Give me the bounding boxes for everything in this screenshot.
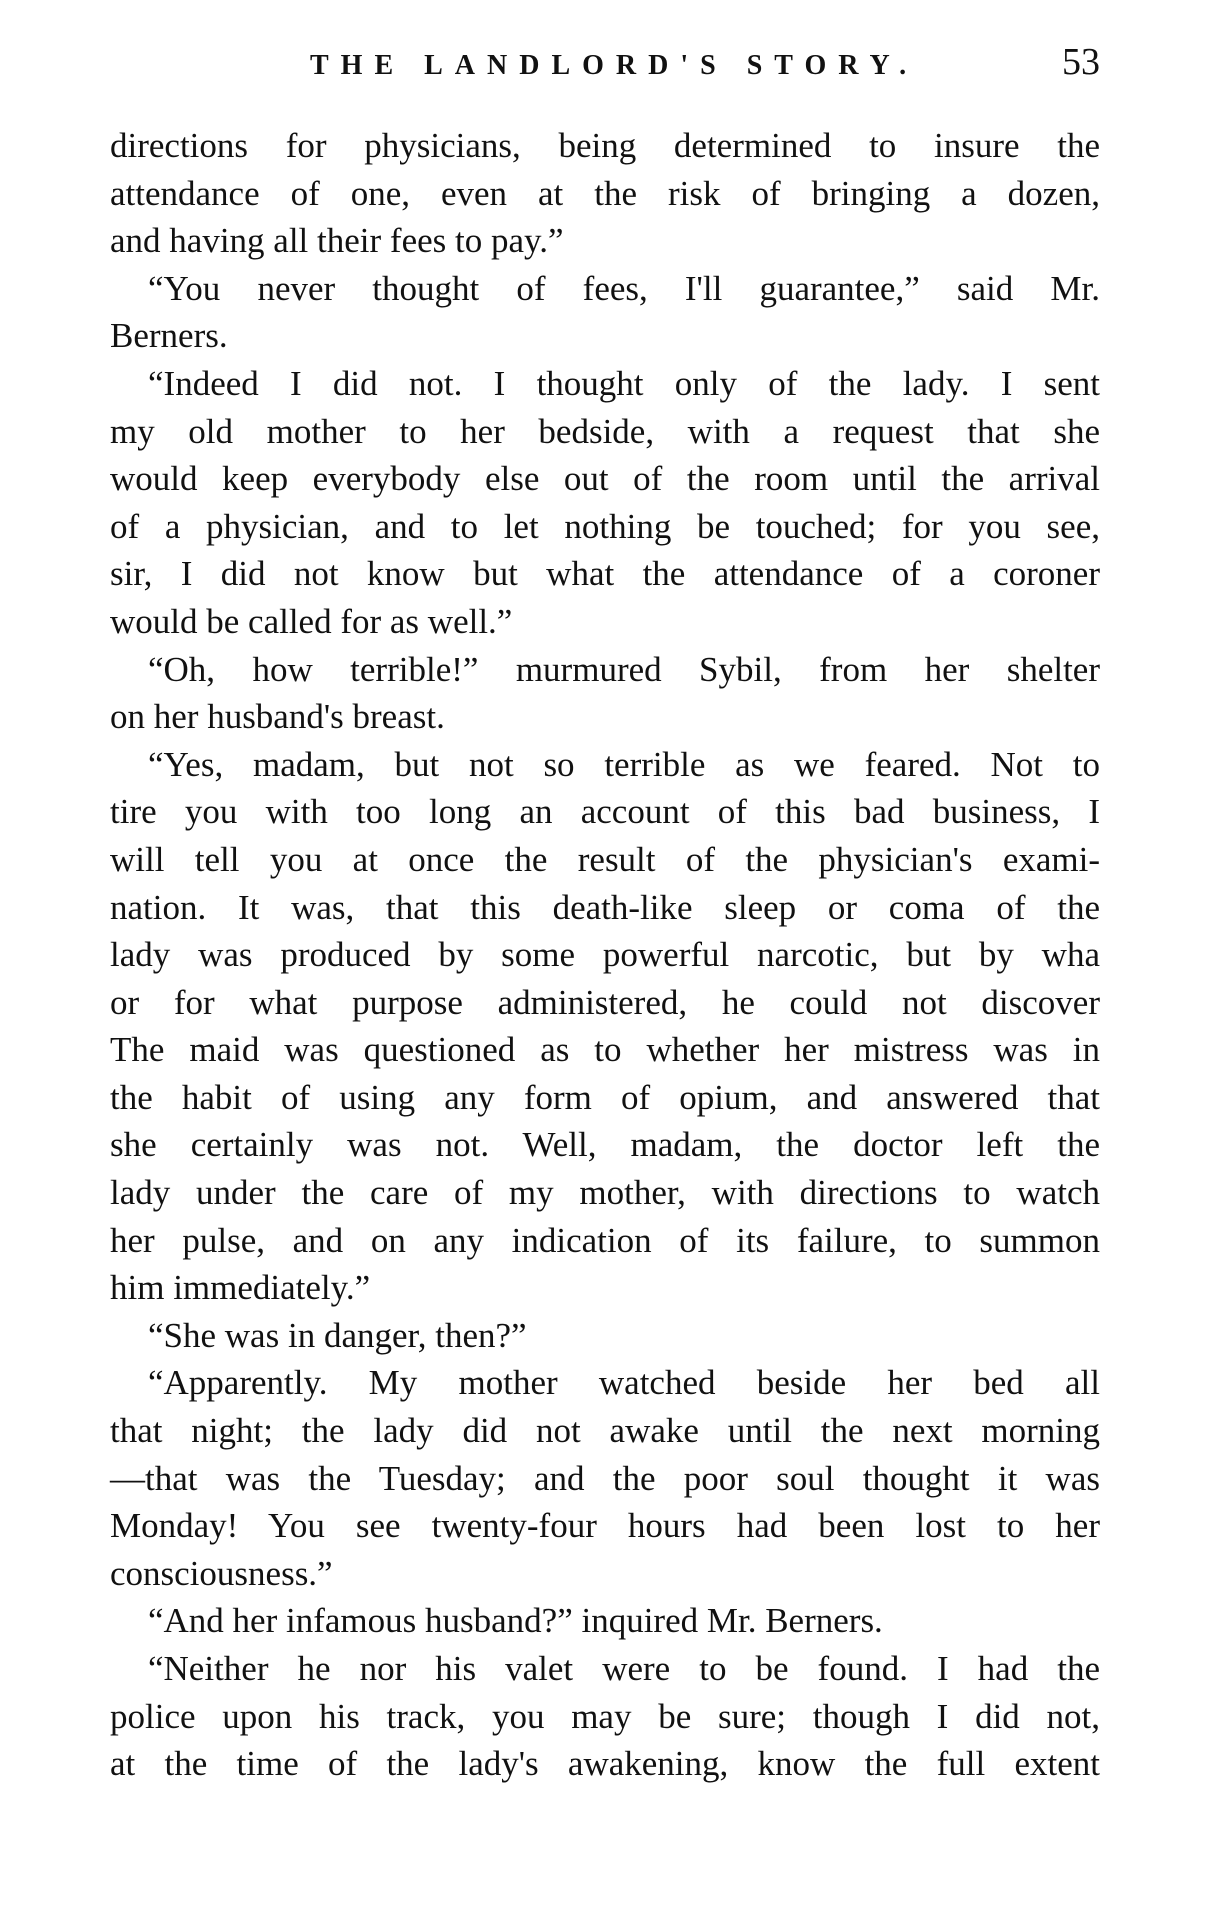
text-line: my old mother to her bedside, with a request that she <box>110 411 1100 451</box>
text-line: tire you with too long an account of this bad business, I <box>110 792 1100 832</box>
text-line: at the time of the lady's awakening, know the full extent <box>110 1744 1100 1784</box>
text-line: “And her infamous husband?” inquired Mr. Berners. <box>148 1601 883 1641</box>
text-line: consciousness.” <box>110 1553 333 1593</box>
text-line: “Neither he nor his valet were to be found. I had the <box>148 1649 1100 1688</box>
running-title: THE LANDLORD'S STORY. <box>310 50 919 81</box>
text-line: would be called for as well.” <box>110 601 513 641</box>
text-line: “Apparently. My mother watched beside her bed all <box>148 1363 1100 1403</box>
text-line: and having all their fees to pay.” <box>110 221 564 261</box>
text-line: on her husband's breast. <box>110 697 445 737</box>
text-line: “Indeed I did not. I thought only of the lady. I sent <box>148 363 1100 403</box>
text-line: directions for physicians, being determined to insure the <box>110 126 1100 165</box>
text-line: she certainly was not. Well, madam, the doctor left the <box>110 1125 1100 1165</box>
text-line: will tell you at once the result of the physician's exami- <box>110 839 1100 879</box>
text-line: attendance of one, even at the risk of bringing a dozen, <box>110 173 1100 213</box>
text-line: or for what purpose administered, he could not discover <box>110 982 1100 1022</box>
text-line: lady under the care of my mother, with directions to watch <box>110 1173 1100 1213</box>
text-line: “You never thought of fees, I'll guarantee,” said Mr. <box>148 268 1100 308</box>
text-line: would keep everybody else out of the room until the arrival <box>110 459 1100 499</box>
text-line: the habit of using any form of opium, and answered that <box>110 1077 1100 1117</box>
text-line: nation. It was, that this death-like sleep or coma of the <box>110 887 1100 927</box>
text-line: “Yes, madam, but not so terrible as we feared. Not to <box>148 744 1100 784</box>
text-line: —that was the Tuesday; and the poor soul thought it was <box>110 1458 1100 1498</box>
text-line: police upon his track, you may be sure; though I did not, <box>110 1696 1100 1736</box>
text-line: “Oh, how terrible!” murmured Sybil, from her shelter <box>148 649 1100 689</box>
text-line: sir, I did not know but what the attendance of a coroner <box>110 554 1100 594</box>
text-line: him immediately.” <box>110 1268 371 1308</box>
text-line: “She was in danger, then?” <box>148 1315 527 1355</box>
running-header <box>110 38 1100 88</box>
text-line: Monday! You see twenty-four hours had been lost to her <box>110 1506 1100 1546</box>
page-number: 53 <box>1062 41 1100 83</box>
text-line: Berners. <box>110 316 228 356</box>
text-line: lady was produced by some powerful narcotic, but by wha <box>110 935 1100 975</box>
text-line: that night; the lady did not awake until the next morning <box>110 1411 1100 1451</box>
text-line: her pulse, and on any indication of its failure, to summon <box>110 1220 1100 1260</box>
text-line: of a physician, and to let nothing be touched; for you see, <box>110 506 1100 546</box>
text-line: The maid was questioned as to whether her mistress was in <box>110 1030 1100 1070</box>
body-text <box>110 122 1100 1788</box>
